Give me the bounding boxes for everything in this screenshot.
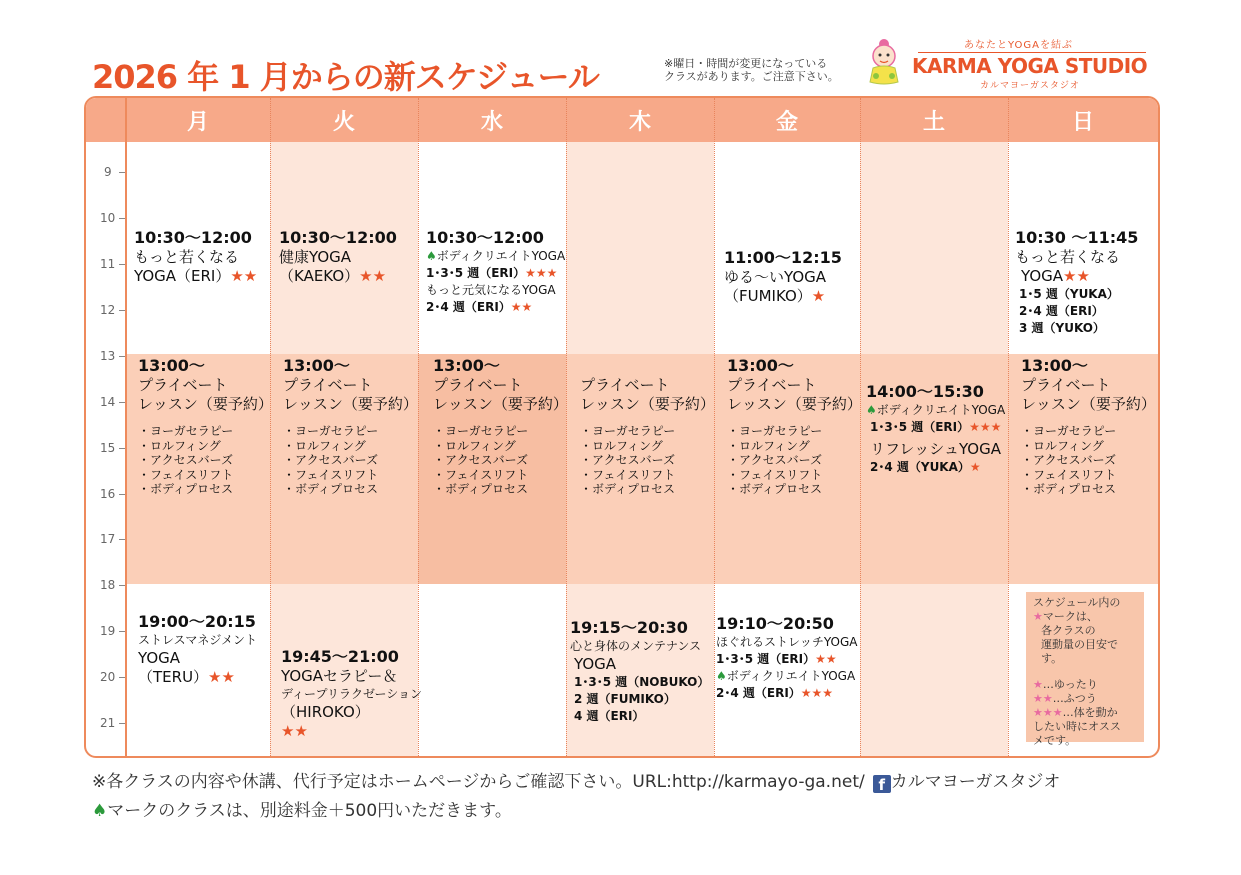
list-item: ・アクセスバーズ [1021,453,1117,467]
class-title: プライベート [727,376,817,394]
class-block-tue-morning [279,228,397,286]
private-lesson-thu [580,376,715,497]
class-block-sun-morning [1015,228,1138,337]
class-block-fri-evening [716,614,858,702]
class-title: リフレッシュYOGA [870,440,1001,458]
day-header-wed: 水 [480,109,503,135]
class-block-wed-morning [426,228,565,316]
star-rating: ★★ [208,668,235,686]
footer-url-text[interactable]: ※各クラスの内容や休講、代行予定はホームページからご確認下さい。URL:http://karmayo-ga.net/ [92,772,865,792]
mascot-icon [864,36,904,86]
hour-tick [119,218,125,219]
hour-label: 16 [100,487,116,501]
list-item: ・ボディプロセス [433,482,529,496]
class-title: プライベート [283,376,373,394]
hour-tick [119,402,125,403]
logo-divider [918,52,1146,53]
star-rating: ★★ [1063,267,1090,285]
class-title: レッスン（要予約） [1021,395,1156,413]
hour-label: 18 [100,578,116,592]
class-week-instructor: 1･3･5 週（NOBUKO） [574,675,710,689]
weekly-schedule [84,96,1160,758]
class-week-instructor: 3 週（YUKO） [1019,321,1105,335]
class-title: ストレスマネジメント [138,633,258,647]
facebook-page-name[interactable]: カルマヨーガスタジオ [890,772,1061,792]
list-item: ・ロルフィング [1021,438,1104,453]
day-header-mon: 月 [186,109,209,135]
private-lesson-fri [727,356,862,497]
hour-label: 14 [100,395,116,409]
class-title: 健康YOGA [279,248,352,266]
hour-tick [119,264,125,265]
list-item: ・ロルフィング [727,438,810,453]
class-title: YOGAセラピー＆ [281,667,398,685]
footer-fee-text: マークのクラスは、別途料金＋500円いただきます。 [107,801,512,821]
hour-label: 21 [100,716,116,730]
list-item: ・フェイスリフト [1021,467,1117,482]
spade-icon: ♠ [426,249,437,263]
class-title: YOGA [138,649,181,667]
class-time: 19:15～20:30 [570,618,688,637]
star-rating: ★★ [510,300,533,314]
legend-text: マークは、 [1042,610,1098,623]
class-title: ほぐれるストレッチYOGA [716,635,858,649]
class-week-instructor: 2･4 週（ERI） [716,686,801,700]
schedule-change-notice: ※曜日・時間が変更になっている クラスがあります。ご注意下さい。 [664,57,839,83]
list-item: ・ヨーガセラピー [138,424,234,438]
class-time: 13:00～ [283,356,350,375]
private-lesson-list [1021,424,1156,497]
list-item: ・ボディプロセス [580,482,676,496]
footer-notice [92,767,1060,793]
star-icon: ★ [1033,610,1043,623]
class-title: ボディクリエイトYOGA [436,249,566,263]
hour-label: 12 [100,303,116,317]
class-block-tue-evening [281,647,422,741]
class-time: 13:00～ [433,356,500,375]
list-item: ・ヨーガセラピー [1021,424,1117,438]
hour-tick [119,723,125,724]
list-item: ・ロルフィング [138,438,221,453]
list-item: ・ボディプロセス [283,482,379,496]
hour-label: 20 [100,670,116,684]
class-week-instructor: 1･3･5 週（ERI） [716,652,816,666]
private-lesson-mon [138,356,273,497]
class-block-sat-afternoon [866,382,1005,476]
star-rating: ★ [969,460,981,474]
class-time: 10:30～12:00 [134,228,252,247]
class-block-fri-morning [724,248,842,306]
star-rating: ★★★ [800,686,834,700]
private-lesson-sun [1021,356,1156,497]
class-title: レッスン（要予約） [283,395,418,413]
class-title: もっと元気になるYOGA [426,283,556,297]
hour-tick [119,494,125,495]
class-week-instructor: 1･5 週（YUKA） [1019,287,1119,301]
class-week-instructor: 2･4 週（ERI） [426,300,511,314]
class-title: プライベート [138,376,228,394]
star-rating: ★★ [359,267,387,285]
logo-kana: カルマヨーガスタジオ [980,81,1080,91]
star-icon: ★★ [1033,692,1053,705]
page-title: 2026 年 1 月からの新スケジュール [92,58,599,96]
private-lesson-tue [283,356,418,497]
class-time: 11:00～12:15 [724,248,842,267]
class-title: プライベート [580,376,670,394]
class-block-mon-morning [134,228,257,286]
list-item: ・ボディプロセス [1021,482,1117,496]
star-rating: ★★ [815,652,837,666]
class-instructor: YOGA（ERI） [134,267,231,285]
class-title: レッスン（要予約） [580,395,715,413]
day-header-tue: 火 [332,109,355,135]
list-item: ・ヨーガセラピー [433,424,529,438]
private-lesson-list [283,424,418,497]
spade-icon: ♠ [92,801,108,821]
class-week-instructor: 2･4 週（ERI） [1019,304,1104,318]
class-week-instructor: 4 週（ERI） [574,709,645,723]
class-week-instructor: 2 週（FUMIKO） [574,692,676,706]
class-week-instructor: 2･4 週（YUKA） [870,460,970,474]
class-time: 10:30～12:00 [279,228,397,247]
hour-label: 13 [100,349,116,363]
list-item: ・アクセスバーズ [138,453,234,467]
star-legend [1026,592,1144,747]
class-time: 19:00～20:15 [138,612,256,631]
hour-label: 15 [100,441,116,455]
time-axis-divider [125,98,127,756]
spade-icon: ♠ [716,669,727,683]
class-time: 13:00～ [138,356,205,375]
legend-text: メです。 [1033,734,1077,747]
legend-text: スケジュール内の [1033,596,1121,609]
list-item: ・フェイスリフト [727,467,823,482]
day-header-thu: 木 [628,109,651,135]
column-divider [1008,98,1009,756]
class-title: もっと若くなる [134,248,240,266]
class-instructor: （HIROKO） [281,703,370,721]
hour-label: 10 [100,211,116,225]
legend-text: …ふつう [1052,692,1097,705]
list-item: ・ロルフィング [580,438,663,453]
class-instructor: （FUMIKO） [724,287,812,305]
class-title: もっと若くなる [1015,248,1121,266]
class-block-thu-evening [570,618,709,725]
class-title: レッスン（要予約） [433,395,568,413]
class-title: ボディクリエイトYOGA [726,669,856,683]
class-title: 心と身体のメンテナンス [570,639,702,653]
class-week-instructor: 1･3･5 週（ERI） [426,266,526,280]
list-item: ・ロルフィング [433,438,516,453]
legend-text: …体を動か [1062,706,1118,719]
legend-text: したい時にオスス [1033,720,1121,733]
logo-tagline: あなたとYOGAを結ぶ [964,40,1074,51]
hour-tick [119,356,125,357]
list-item: ・アクセスバーズ [433,453,529,467]
class-instructor: （TERU） [138,668,209,686]
hour-label: 11 [100,257,116,271]
hour-tick [119,631,125,632]
private-lesson-list [433,424,568,497]
class-title: レッスン（要予約） [727,395,862,413]
list-item: ・ヨーガセラピー [283,424,379,438]
class-time: 13:00～ [1021,356,1088,375]
star-icon: ★★★ [1033,706,1063,719]
class-title: プライベート [433,376,523,394]
star-rating: ★★ [230,267,258,285]
class-title: レッスン（要予約） [138,395,273,413]
class-time: 10:30～12:00 [426,228,544,247]
class-week-instructor: 1･3･5 週（ERI） [870,420,970,434]
star-rating: ★★★ [525,266,558,280]
spade-icon: ♠ [866,403,877,417]
day-header-sun: 日 [1071,109,1094,135]
private-lesson-wed [433,356,568,497]
class-title: ボディクリエイトYOGA [876,403,1006,417]
hour-tick [119,172,125,173]
hour-tick [119,310,125,311]
legend-text: 各クラスの [1041,624,1096,637]
star-rating: ★ [811,287,826,305]
class-block-mon-evening [138,612,257,687]
day-header-fri: 金 [775,109,798,135]
hour-label: 9 [104,165,112,179]
hour-tick [119,539,125,540]
list-item: ・アクセスバーズ [580,453,676,467]
private-lesson-list [138,424,273,497]
hour-tick [119,585,125,586]
private-lesson-list [580,424,715,497]
studio-logo [862,36,1152,92]
hour-tick [119,448,125,449]
list-item: ・フェイスリフト [580,467,676,482]
list-item: ・アクセスバーズ [727,453,823,467]
class-title: ゆる～いYOGA [724,268,827,286]
facebook-icon[interactable]: f [873,775,891,793]
private-lesson-list [727,424,862,497]
class-instructor: （KAEKO） [279,267,360,285]
logo-studio-name: KARMA YOGA STUDIO [912,54,1148,78]
list-item: ・フェイスリフト [138,467,234,482]
class-time: 19:45～21:00 [281,647,399,666]
star-rating: ★★★ [969,420,1002,434]
class-time: 13:00～ [727,356,794,375]
hour-tick [119,677,125,678]
hour-label: 17 [100,532,116,546]
hour-label: 19 [100,624,116,638]
list-item: ・フェイスリフト [283,467,379,482]
class-title: プライベート [1021,376,1111,394]
list-item: ・フェイスリフト [433,467,529,482]
class-time: 19:10～20:50 [716,614,834,633]
list-item: ・ヨーガセラピー [727,424,823,438]
list-item: ・ボディプロセス [138,482,234,496]
day-header-sat: 土 [922,109,945,135]
star-icon: ★ [1033,678,1043,691]
class-title: YOGA [1021,267,1064,285]
list-item: ・ボディプロセス [727,482,823,496]
legend-text: …ゆったり [1042,678,1098,691]
class-title: YOGA [574,655,617,673]
list-item: ・アクセスバーズ [283,453,379,467]
class-time: 14:00～15:30 [866,382,984,401]
footer-spade-note [92,796,512,821]
star-rating: ★★ [281,722,308,740]
list-item: ・ロルフィング [283,438,366,453]
legend-text: 運動量の目安です。 [1041,638,1118,665]
list-item: ・ヨーガセラピー [580,424,676,438]
class-title: ディープリラクゼーション [281,687,423,701]
class-time: 10:30 ～11:45 [1015,228,1139,247]
